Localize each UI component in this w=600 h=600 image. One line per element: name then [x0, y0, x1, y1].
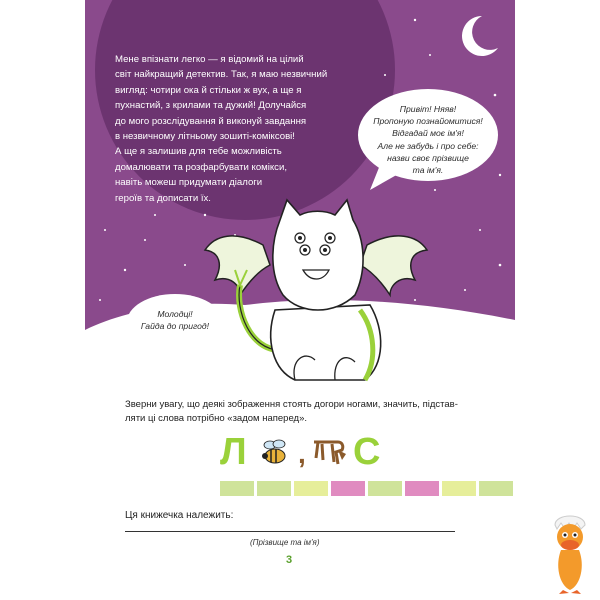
puzzle-letter-l: Л — [220, 431, 247, 473]
duck-mascot-logo — [545, 505, 595, 595]
winged-cat-detective — [195, 190, 435, 385]
answer-cell[interactable] — [257, 481, 291, 496]
answer-cell[interactable] — [479, 481, 513, 496]
page-number: 3 — [286, 554, 293, 566]
answer-cell[interactable] — [294, 481, 328, 496]
bee-icon — [258, 438, 292, 468]
upside-down-deer-icon — [308, 434, 348, 470]
intro-text: Мене впізнати легко — я відомий на цілий світ найкращий детектив. Так, я маю незвичний вигляд: чотири ока й стільки ж вух, а ще я пухнастий, з крилами та дужий! Долучайся до мого розслідування й виконуй завдання в незвичному літньому зошиті-коміксові! А ще я залишив для тебе можливість домалювати та розфарбувати комікси, навіть можеш придумати діалоги героїв та дописати їх. — [115, 54, 328, 204]
crescent-moon-icon — [452, 12, 502, 62]
owner-name-line[interactable] — [125, 531, 455, 532]
answer-cell[interactable] — [442, 481, 476, 496]
answer-cell[interactable] — [368, 481, 402, 496]
answer-cell[interactable] — [220, 481, 254, 496]
answer-cell[interactable] — [331, 481, 365, 496]
book-page — [85, 0, 515, 600]
owner-label: Ця книжечка належить: — [125, 510, 234, 521]
answer-color-strip — [220, 481, 516, 496]
purple-night-sky: Мене впізнати легко — я відомий на цілий світ найкращий детектив. Так, я маю незвичний вигляд: чотири ока й стільки ж вух, а ще я пухнастий, з крилами та дужий! Долучайся до мого розслідування й виконуй завдання в незвичному літньому зошиті-коміксові! А ще я залишив для тебе можливість домалювати та розфарбувати комікси, навіть можеш придумати діалоги героїв та дописати їх. Привіт! Няяв! Пропоную познайомитися! Відгадай моє ім'я! Але не забудь і про себе: назви своє прізвище та ім'я. Молодці! Гайда до пригод! — [85, 0, 515, 385]
answer-cell[interactable] — [405, 481, 439, 496]
puzzle-comma: , — [298, 438, 306, 469]
puzzle-letter-s: С — [353, 431, 381, 473]
rebus-puzzle — [220, 432, 500, 472]
puzzle-instruction: Зверни увагу, що деякі зображення стоять догори ногами, значить, підстав- ляти ці слова потрібно «задом наперед». — [125, 399, 458, 424]
owner-hint: (Прізвище та ім'я) — [250, 538, 320, 547]
